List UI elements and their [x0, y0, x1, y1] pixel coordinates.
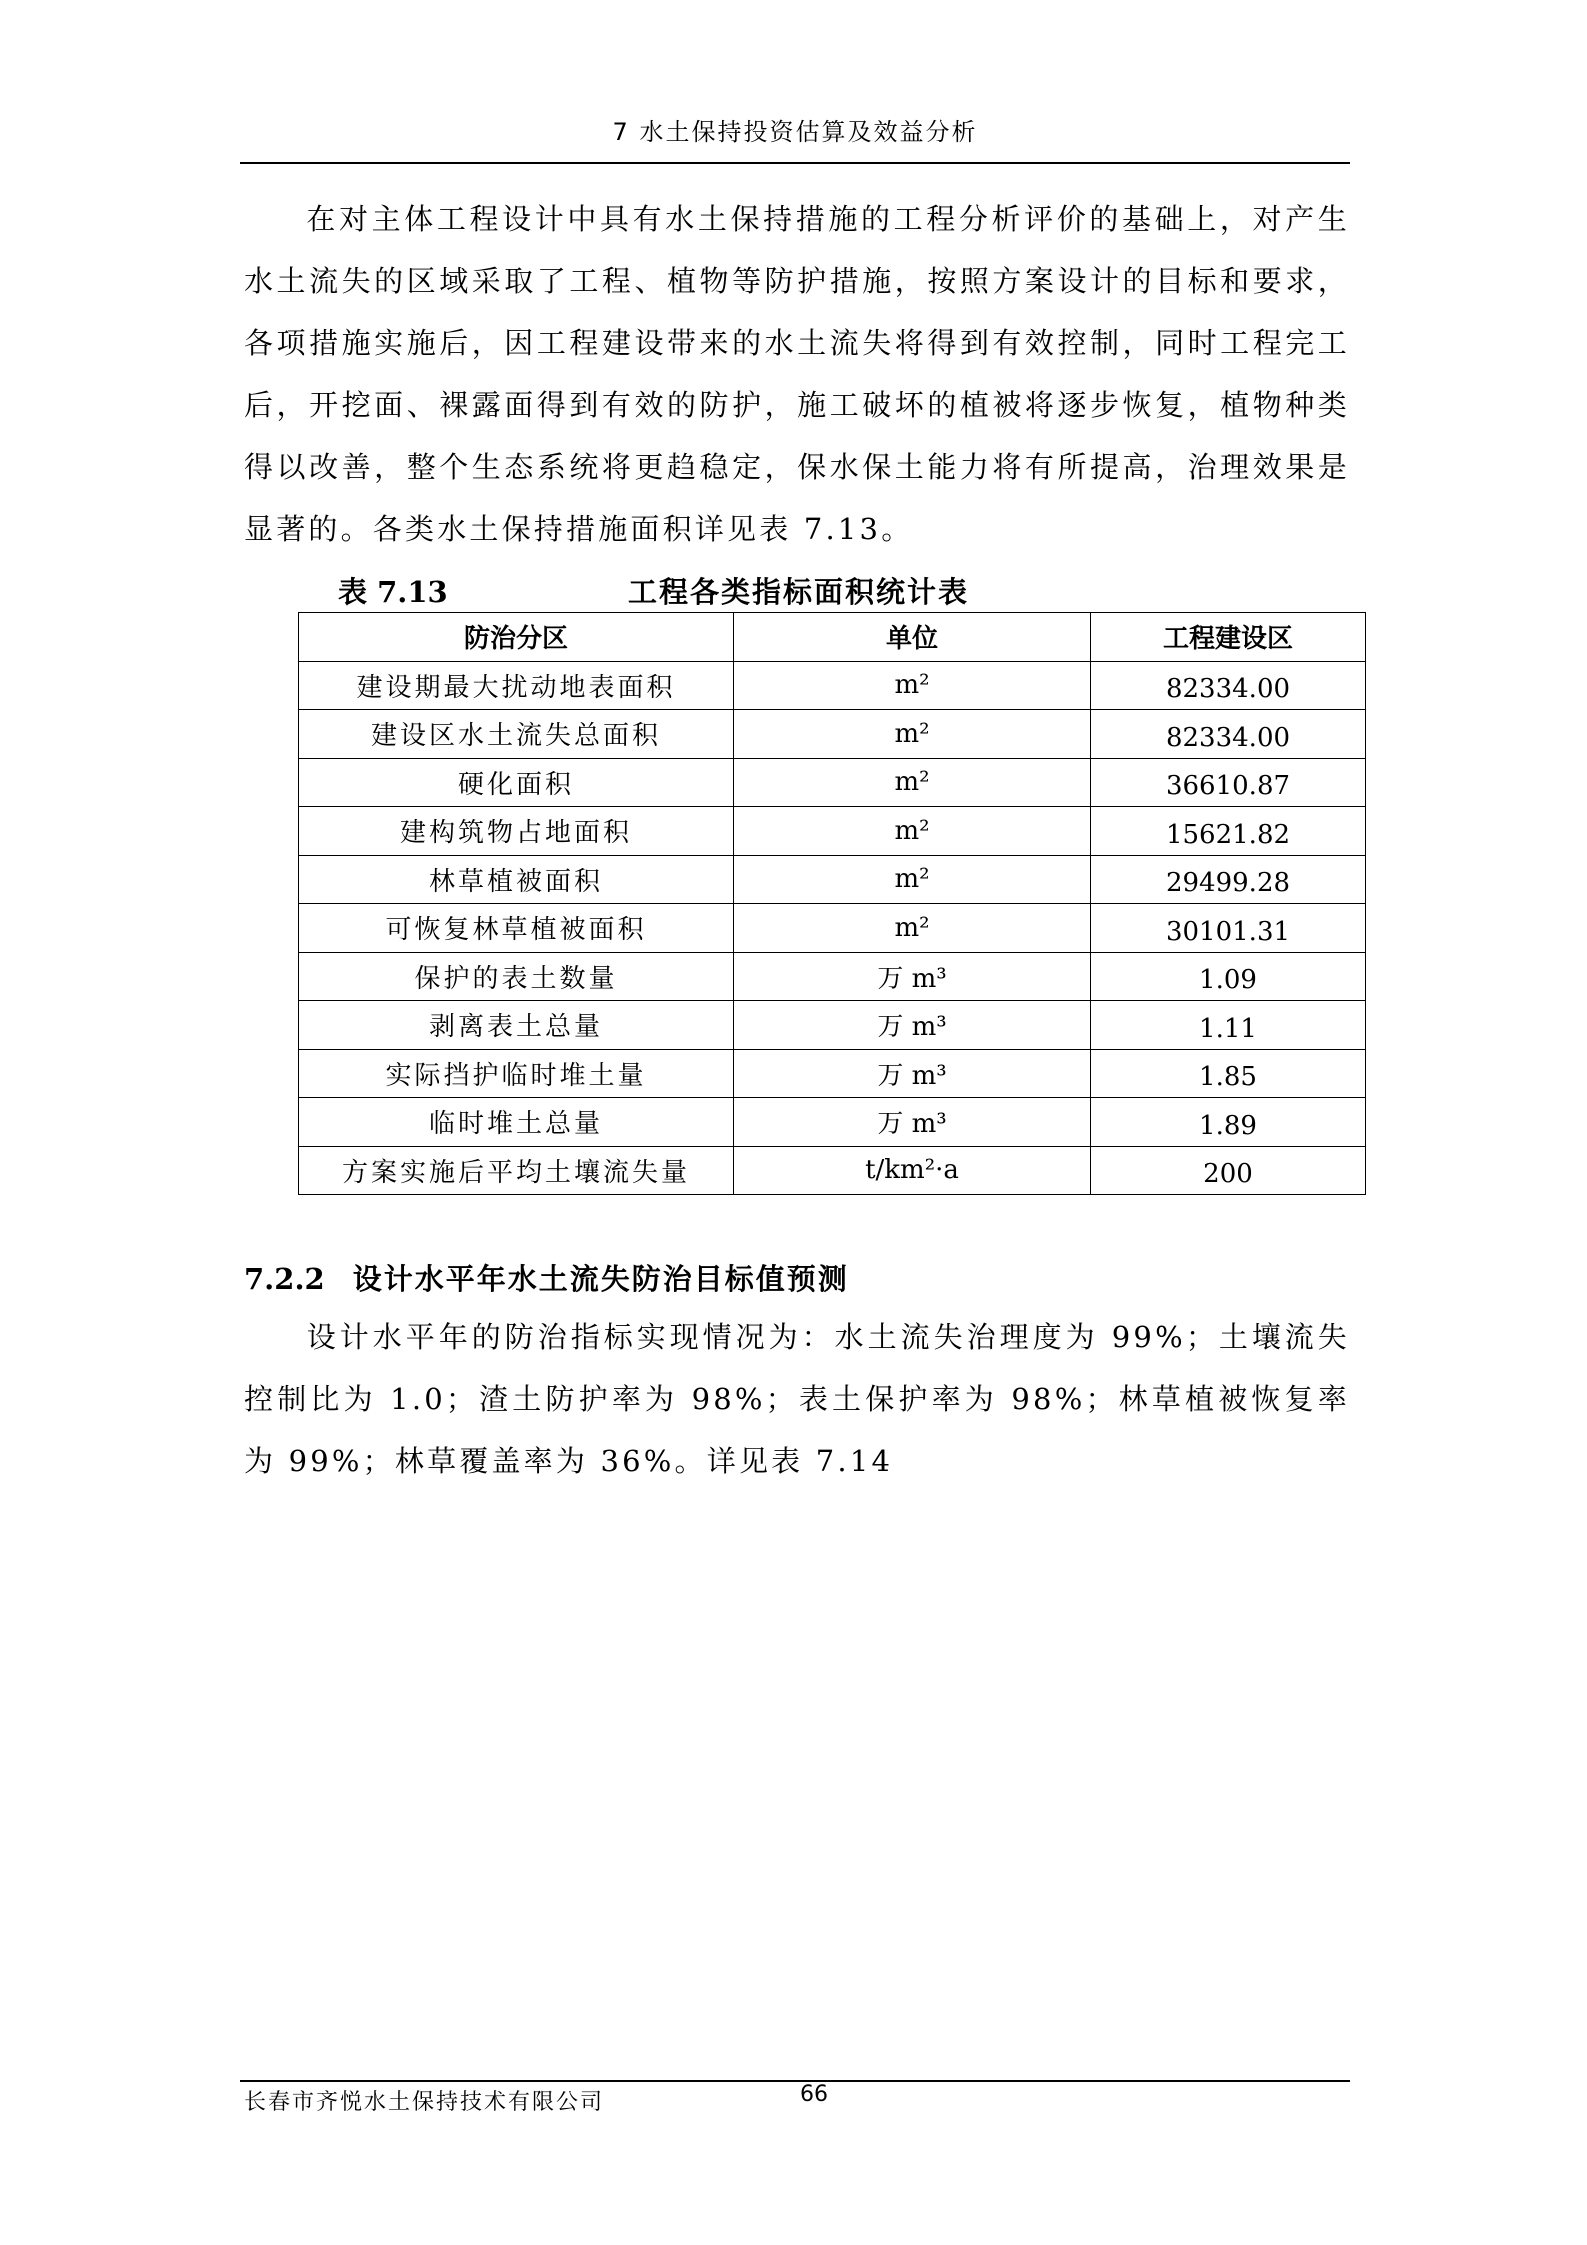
row-name: 硬化面积: [299, 758, 734, 807]
row-value: 82334.00: [1091, 710, 1366, 759]
row-value: 15621.82: [1091, 807, 1366, 856]
table-row: [299, 807, 1366, 856]
row-unit: m²: [734, 904, 1091, 953]
area-statistics-table: [298, 612, 1366, 1195]
table-caption: [298, 570, 1358, 610]
page-header-title: 7 水土保持投资估算及效益分析: [612, 118, 978, 146]
table-row: [299, 904, 1366, 953]
page-number: 66: [800, 2082, 828, 2107]
table-caption-title: 工程各类指标面积统计表: [628, 575, 970, 609]
intro-paragraph: [244, 188, 1350, 560]
row-value: 1.09: [1091, 952, 1366, 1001]
table-row: [299, 1049, 1366, 1098]
row-value: 30101.31: [1091, 904, 1366, 953]
table-row: [299, 661, 1366, 710]
table-row: [299, 1001, 1366, 1050]
table-row: [299, 952, 1366, 1001]
table-header-row: [299, 613, 1366, 662]
header-divider: [240, 162, 1350, 164]
footer-divider: [240, 2080, 1350, 2082]
row-value: 29499.28: [1091, 855, 1366, 904]
row-unit: t/km²·a: [734, 1146, 1091, 1195]
table-row: [299, 758, 1366, 807]
row-unit: 万 m³: [734, 1049, 1091, 1098]
row-name: 可恢复林草植被面积: [299, 904, 734, 953]
header-zone: 防治分区: [299, 613, 734, 662]
table-row: [299, 855, 1366, 904]
row-name: 建设期最大扰动地表面积: [299, 661, 734, 710]
targets-paragraph: [244, 1306, 1350, 1492]
row-value: 1.11: [1091, 1001, 1366, 1050]
table-row: [299, 710, 1366, 759]
row-value: 82334.00: [1091, 661, 1366, 710]
row-unit: 万 m³: [734, 1001, 1091, 1050]
intro-paragraph-text: 在对主体工程设计中具有水土保持措施的工程分析评价的基础上，对产生水土流失的区域采取了工程、植物等防护措施，按照方案设计的目标和要求，各项措施实施后，因工程建设带来的水土流失将得到有效控制，同时工程完工后，开挖面、裸露面得到有效的防护，施工破坏的植被将逐步恢复，植物种类得以改善，整个生态系统将更趋稳定，保水保土能力将有所提高，治理效果是显著的。各类水土保持措施面积详见表 7.13。: [244, 202, 1350, 546]
row-unit: 万 m³: [734, 1098, 1091, 1147]
table-row: [299, 1098, 1366, 1147]
header-unit: 单位: [734, 613, 1091, 662]
row-unit: 万 m³: [734, 952, 1091, 1001]
row-value: 1.85: [1091, 1049, 1366, 1098]
table-row: [299, 1146, 1366, 1195]
table-caption-number: 表 7.13: [338, 575, 448, 609]
row-unit: m²: [734, 807, 1091, 856]
row-name: 实际挡护临时堆土量: [299, 1049, 734, 1098]
targets-paragraph-text: 设计水平年的防治指标实现情况为：水土流失治理度为 99%；土壤流失控制比为 1.0；渣土防护率为 98%；表土保护率为 98%；林草植被恢复率为 99%；林草覆盖率为 36%。详见表 7.14: [244, 1320, 1350, 1478]
section-heading: [244, 1257, 849, 1298]
row-name: 建构筑物占地面积: [299, 807, 734, 856]
footer-company: 长春市齐悦水土保持技术有限公司: [244, 2090, 605, 2115]
row-unit: m²: [734, 661, 1091, 710]
row-unit: m²: [734, 855, 1091, 904]
row-name: 林草植被面积: [299, 855, 734, 904]
row-unit: m²: [734, 710, 1091, 759]
section-title: 设计水平年水土流失防治目标值预测: [352, 1262, 849, 1296]
row-value: 200: [1091, 1146, 1366, 1195]
row-name: 临时堆土总量: [299, 1098, 734, 1147]
row-name: 建设区水土流失总面积: [299, 710, 734, 759]
row-unit: m²: [734, 758, 1091, 807]
row-value: 36610.87: [1091, 758, 1366, 807]
row-value: 1.89: [1091, 1098, 1366, 1147]
row-name: 方案实施后平均土壤流失量: [299, 1146, 734, 1195]
header-construction-area: 工程建设区: [1091, 613, 1366, 662]
row-name: 保护的表土数量: [299, 952, 734, 1001]
row-name: 剥离表土总量: [299, 1001, 734, 1050]
section-number: 7.2.2: [244, 1262, 325, 1296]
